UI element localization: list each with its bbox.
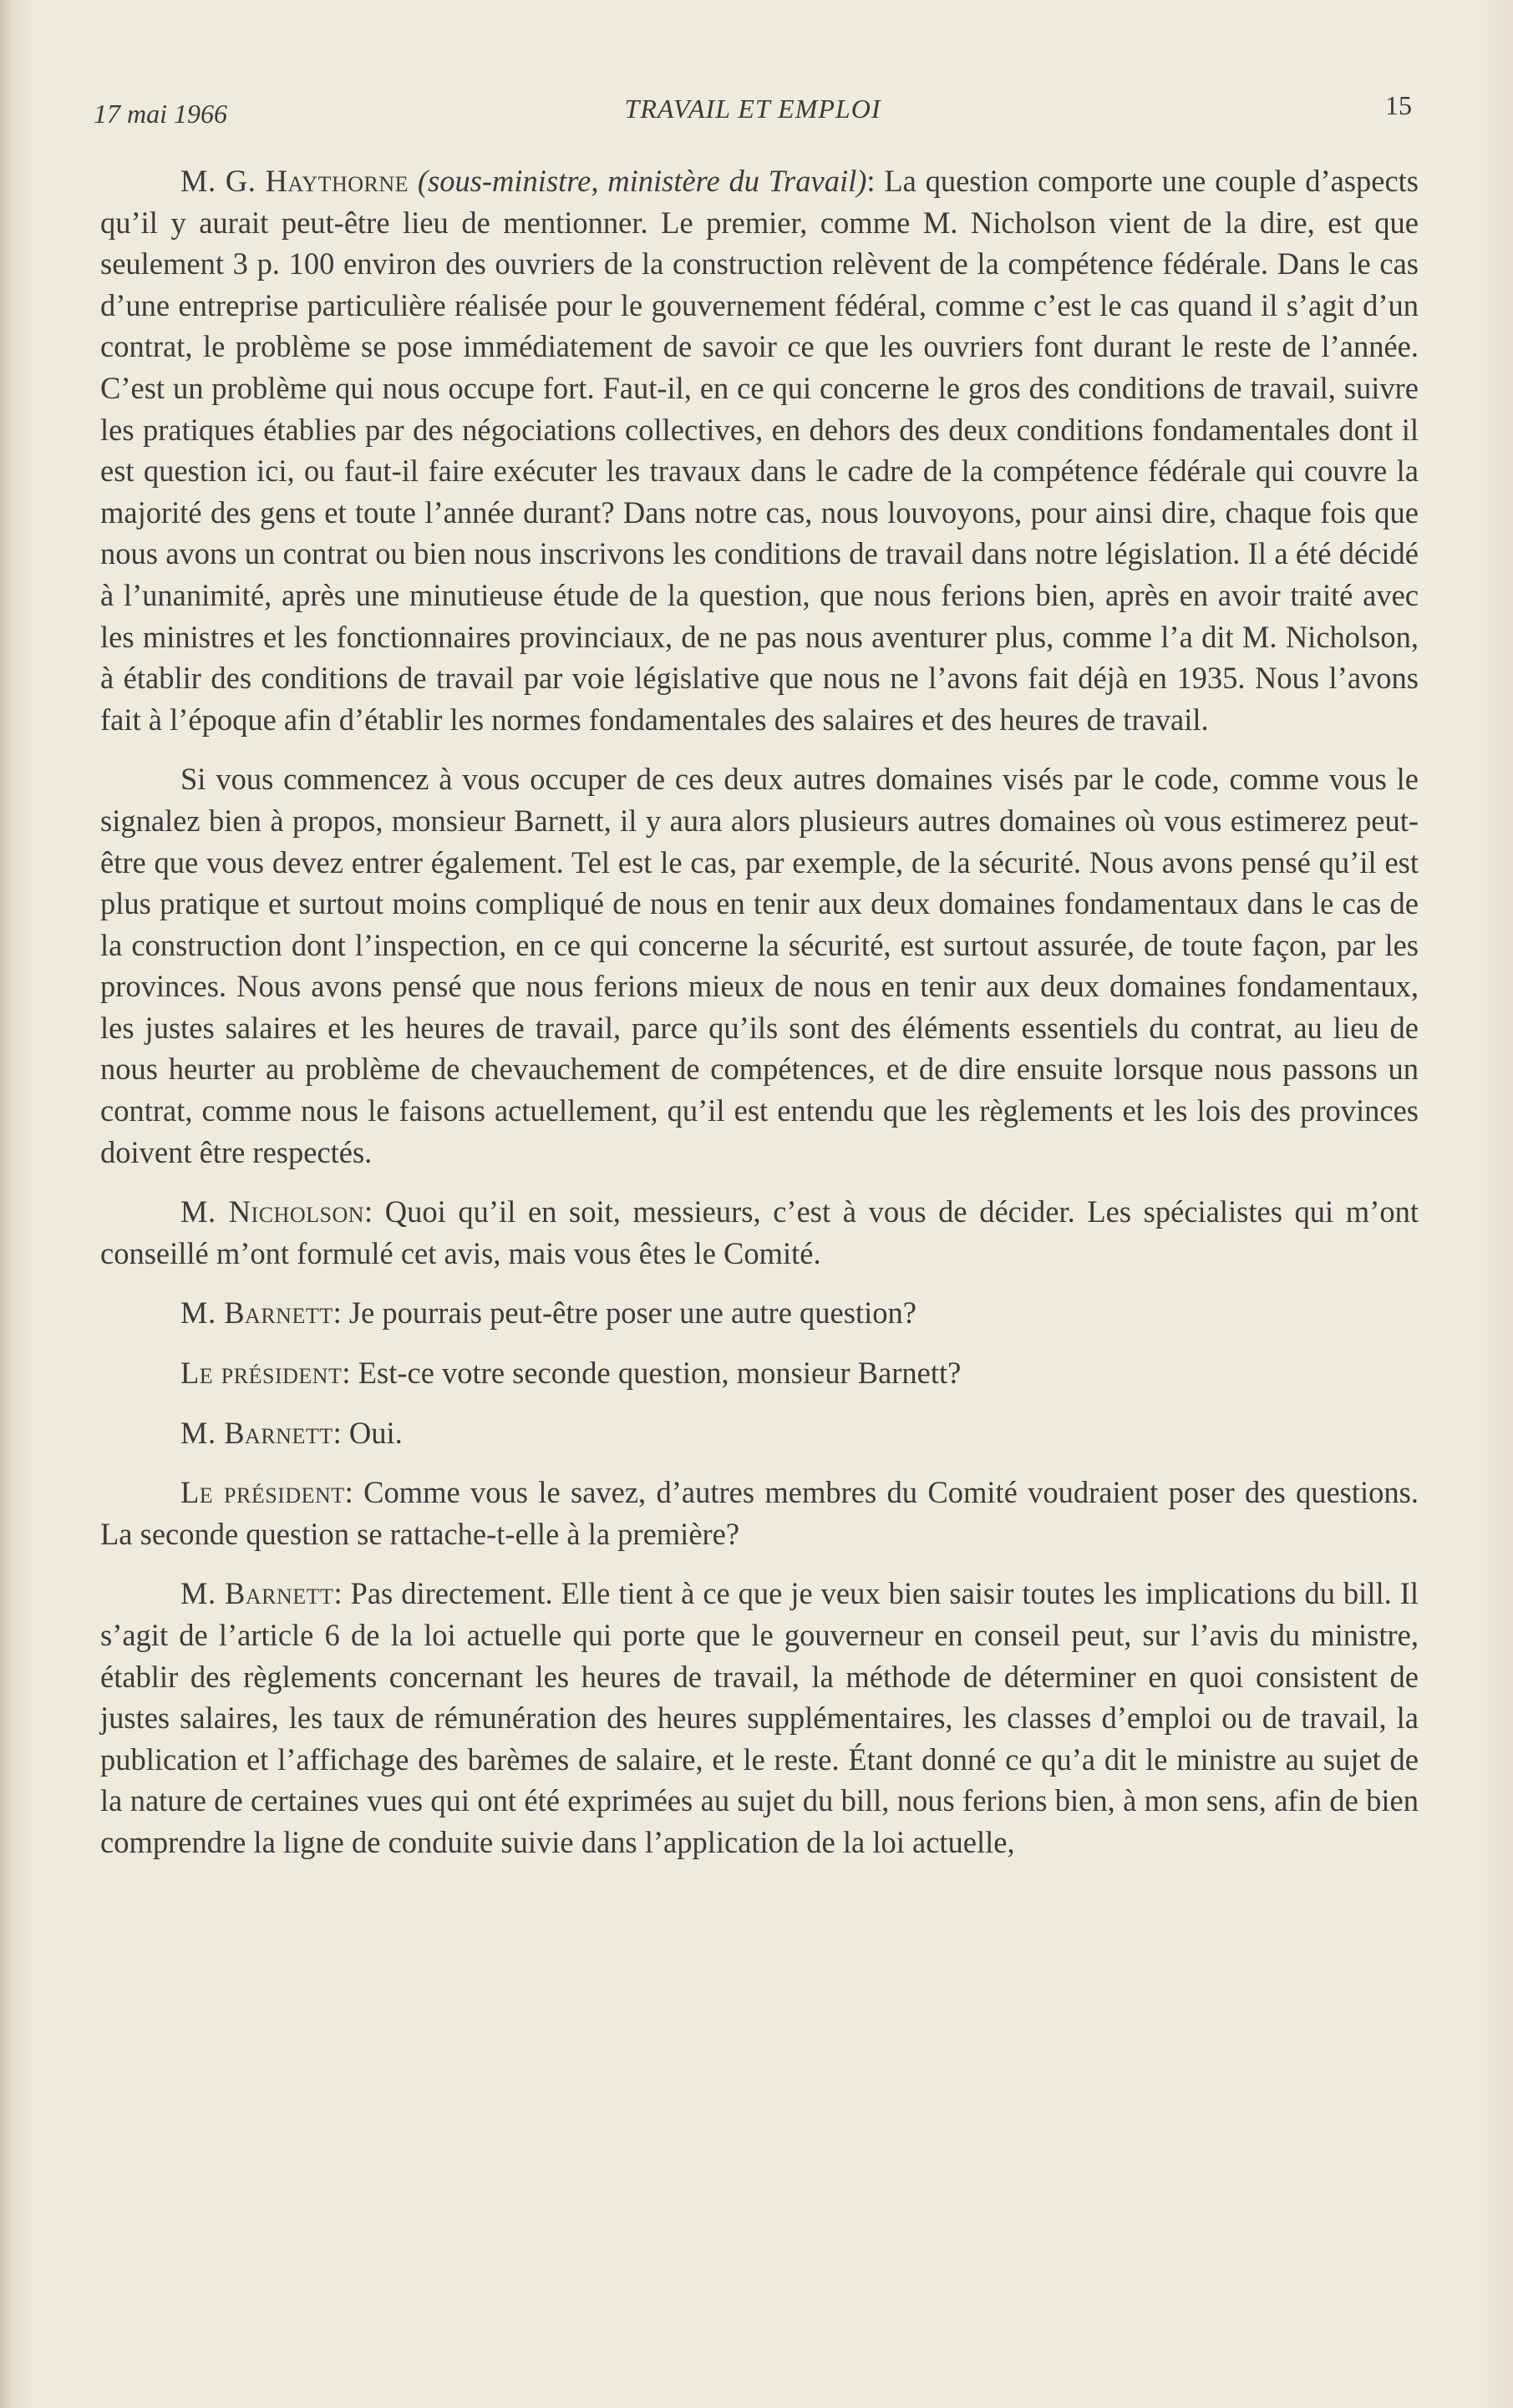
paragraph-text: Quoi qu’il en soit, messieurs, c’est à vous de décider. Les spécialistes qui m’ont conseillé m’ont formulé cet avis, mais vous êtes le Comité. [100,1194,1419,1270]
paragraph-text: Est-ce votre seconde question, monsieur Barnett? [358,1356,962,1391]
speaker-name: M. Barnett [180,1576,334,1611]
paragraph [100,1191,1419,1274]
paragraph [100,1412,1419,1454]
body-text [100,160,1419,1882]
paragraph [100,1352,1419,1394]
speaker-separator: : [866,164,885,198]
speaker-name: Le président [180,1356,343,1391]
speaker-separator: : [364,1194,385,1229]
speaker-separator: : [333,1415,349,1450]
paragraph-text: Comme vous le savez, d’autres membres du Comité voudraient poser des questions. La seconde question se rattache-t-elle à la première? [100,1475,1419,1551]
speaker-name: M. Barnett [180,1415,333,1450]
speaker-name: M. G. Haythorne [180,164,409,198]
header-date: 17 mai 1966 [94,99,227,129]
paragraph-text: Si vous commencez à vous occuper de ces deux autres domaines visés par le code, comme vous le signalez bien à propos, monsieur Barnett, il y aura alors plusieurs autres domaines où vous estimerez peut-être que vous devez entrer également. Tel est le cas, par exemple, de la sécurité. Nous avons pensé qu’il est plus pratique et surtout moins compliqué de nous en tenir aux deux domaines fondamentaux dans le cas de la construction dont l’inspection, en ce qui concerne la sécurité, est surtout assurée, de toute façon, par les provinces. Nous avons pensé que nous ferions mieux de nous en tenir aux deux domaines fondamentaux, les justes salaires et les heures de travail, parce qu’ils sont des éléments essentiels du contrat, au lieu de nous heurter au problème de chevauchement de compétences, et de dire ensuite lorsque nous passons un contrat, comme nous le faisons actuellement, qu’il est entendu que les règlements et les lois des provinces doivent être respectés. [100,762,1419,1169]
paragraph [100,160,1419,740]
paragraph [100,1292,1419,1334]
page-number: 15 [1385,90,1412,120]
paragraph-text: Oui. [348,1415,403,1450]
page-header [94,90,1412,132]
speaker-separator: : [333,1576,351,1611]
paragraph-text: Je pourrais peut-être poser une autre question? [348,1295,916,1331]
paragraph [100,1573,1419,1863]
speaker-name: M. Barnett [180,1295,333,1331]
speaker-separator: : [333,1295,349,1331]
header-title: TRAVAIL ET EMPLOI [624,94,881,124]
paragraph-text: Pas directement. Elle tient à ce que je veux bien saisir toutes les implications du bill. Il s’agit de l’article 6 de la loi actuelle qui porte que le gouverneur en conseil peut, sur l’avis du ministre, établir des règlements concernant les heures de travail, la méthode de déterminer en quoi consistent de justes salaires, les taux de rémunération des heures supplémentaires, les classes d’emploi ou de travail, la publication et l’affichage des barèmes de salaire, et le reste. Étant donné ce qu’a dit le ministre au sujet de la nature de certaines vues qui ont été exprimées au sujet du bill, nous ferions bien, à mon sens, afin de bien comprendre la ligne de conduite suivie dans l’application de la loi actuelle, [100,1576,1419,1859]
paragraph [100,1472,1419,1554]
speaker-separator: : [344,1475,364,1510]
speaker-role: (sous-ministre, ministère du Travail) [417,164,867,198]
paragraph-text: La question comporte une couple d’aspects qu’il y aurait peut-être lieu de mentionner. Le premier, comme M. Nicholson vient de la dire, est que seulement 3 p. 100 environ des ouvriers de la construction relèvent de la compétence fédérale. Dans le cas d’une entreprise particulière réalisée pour le gouvernement fédéral, comme c’est le cas quand il s’agit d’un contrat, le problème se pose immédiatement de savoir ce que les ouvriers font durant le reste de l’année. C’est un problème qui nous occupe fort. Faut-il, en ce qui concerne le gros des conditions de travail, suivre les pratiques établies par des négociations collectives, en dehors des deux conditions fondamentales dont il est question ici, ou faut-il faire exécuter les travaux dans le cadre de la compétence fédérale qui couvre la majorité des gens et toute l’année durant? Dans notre cas, nous louvoyons, pour ainsi dire, chaque fois que nous avons un contrat ou bien nous inscrivons les conditions de travail dans notre législation. Il a été décidé à l’unanimité, après une minutieuse étude de la question, que nous ferions bien, après en avoir traité avec les ministres et les fonctionnaires provinciaux, de ne pas nous aventurer plus, comme l’a dit M. Nicholson, à établir des conditions de travail par voie législative que nous ne l’avons fait déjà en 1935. Nous l’avons fait à l’époque afin d’établir les normes fondamentales des salaires et des heures de travail. [100,164,1419,737]
speaker-name: M. Nicholson [180,1194,365,1229]
speaker-separator: : [342,1356,358,1391]
speaker-name: Le président [180,1475,345,1510]
paragraph [100,758,1419,1173]
